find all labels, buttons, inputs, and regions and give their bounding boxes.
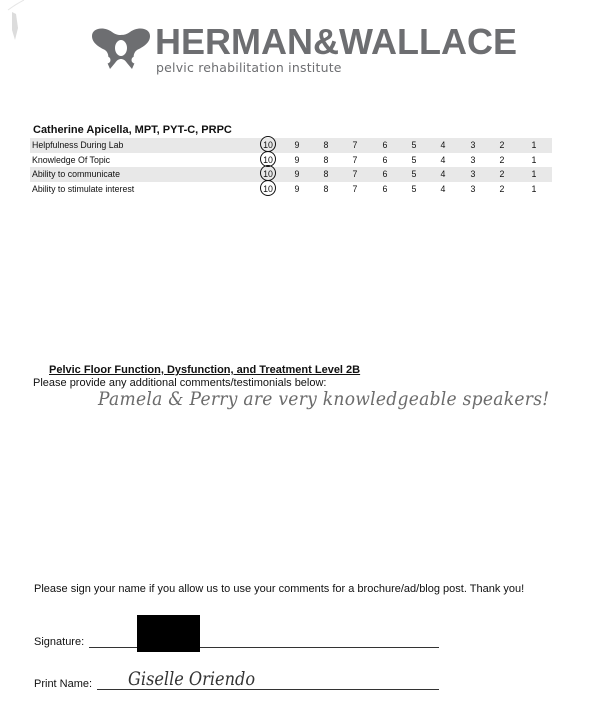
comment-prompt: Please provide any additional comments/testimonials below: <box>33 377 327 389</box>
score-option: 5 <box>411 140 417 150</box>
rating-row <box>30 167 552 182</box>
course-title: Pelvic Floor Function, Dysfunction, and Treatment Level 2B <box>49 364 361 376</box>
score-option: 7 <box>352 183 358 194</box>
criterion-label: Ability to stimulate interest <box>32 183 135 194</box>
score-option: 10 <box>263 183 273 194</box>
score-option: 3 <box>470 183 476 194</box>
signature-label: Signature: <box>34 636 85 648</box>
score-option: 8 <box>323 154 329 165</box>
rating-row <box>30 138 552 153</box>
score-option: 4 <box>440 183 446 194</box>
rating-row <box>30 182 552 197</box>
brand-tagline: pelvic rehabilitation institute <box>156 60 342 75</box>
brand-logo <box>88 21 538 80</box>
score-option: 2 <box>499 169 505 179</box>
score-option: 6 <box>382 183 388 194</box>
instructor-name: Catherine Apicella, MPT, PYT-C, PRPC <box>33 124 232 136</box>
score-option: 3 <box>470 154 476 165</box>
score-option: 10 <box>263 169 273 179</box>
selected-score-circle <box>260 136 276 152</box>
score-option: 8 <box>323 183 329 194</box>
score-option: 1 <box>531 140 537 150</box>
handwritten-comment: Pamela & Perry are very knowledgeable speakers! <box>98 388 550 410</box>
redacted-signature <box>137 615 200 652</box>
score-option: 5 <box>411 154 417 165</box>
score-option: 8 <box>323 169 329 179</box>
score-option: 2 <box>499 140 505 150</box>
score-option: 3 <box>470 169 476 179</box>
rating-table <box>30 138 552 196</box>
score-option: 7 <box>352 140 358 150</box>
score-option: 1 <box>531 154 537 165</box>
score-option: 10 <box>263 154 273 165</box>
score-option: 4 <box>440 140 446 150</box>
score-option: 9 <box>294 183 300 194</box>
rating-row <box>30 153 552 168</box>
score-option: 4 <box>440 154 446 165</box>
score-option: 7 <box>352 154 358 165</box>
score-option: 5 <box>411 169 417 179</box>
score-option: 9 <box>294 154 300 165</box>
criterion-label: Ability to communicate <box>32 169 121 179</box>
selected-score-circle <box>260 180 276 196</box>
handwritten-print-name: Giselle Oriendo <box>128 668 256 690</box>
criterion-label: Knowledge Of Topic <box>32 154 111 165</box>
score-option: 2 <box>499 154 505 165</box>
selected-score-circle <box>260 165 276 181</box>
print-name-label: Print Name: <box>34 678 93 690</box>
score-option: 9 <box>294 140 300 150</box>
score-option: 5 <box>411 183 417 194</box>
score-option: 3 <box>470 140 476 150</box>
score-option: 6 <box>382 140 388 150</box>
brand-name: HERMAN&WALLACE <box>155 21 517 62</box>
score-option: 6 <box>382 154 388 165</box>
score-option: 6 <box>382 169 388 179</box>
score-option: 10 <box>263 140 273 150</box>
pelvis-icon <box>88 26 154 72</box>
score-option: 2 <box>499 183 505 194</box>
score-option: 1 <box>531 169 537 179</box>
scan-artifact <box>6 0 26 54</box>
score-option: 4 <box>440 169 446 179</box>
score-option: 9 <box>294 169 300 179</box>
score-option: 8 <box>323 140 329 150</box>
score-option: 1 <box>531 183 537 194</box>
consent-prompt: Please sign your name if you allow us to use your comments for a brochure/ad/blog post. Thank you! <box>34 583 525 595</box>
score-option: 7 <box>352 169 358 179</box>
criterion-label: Helpfulness During Lab <box>32 140 124 150</box>
